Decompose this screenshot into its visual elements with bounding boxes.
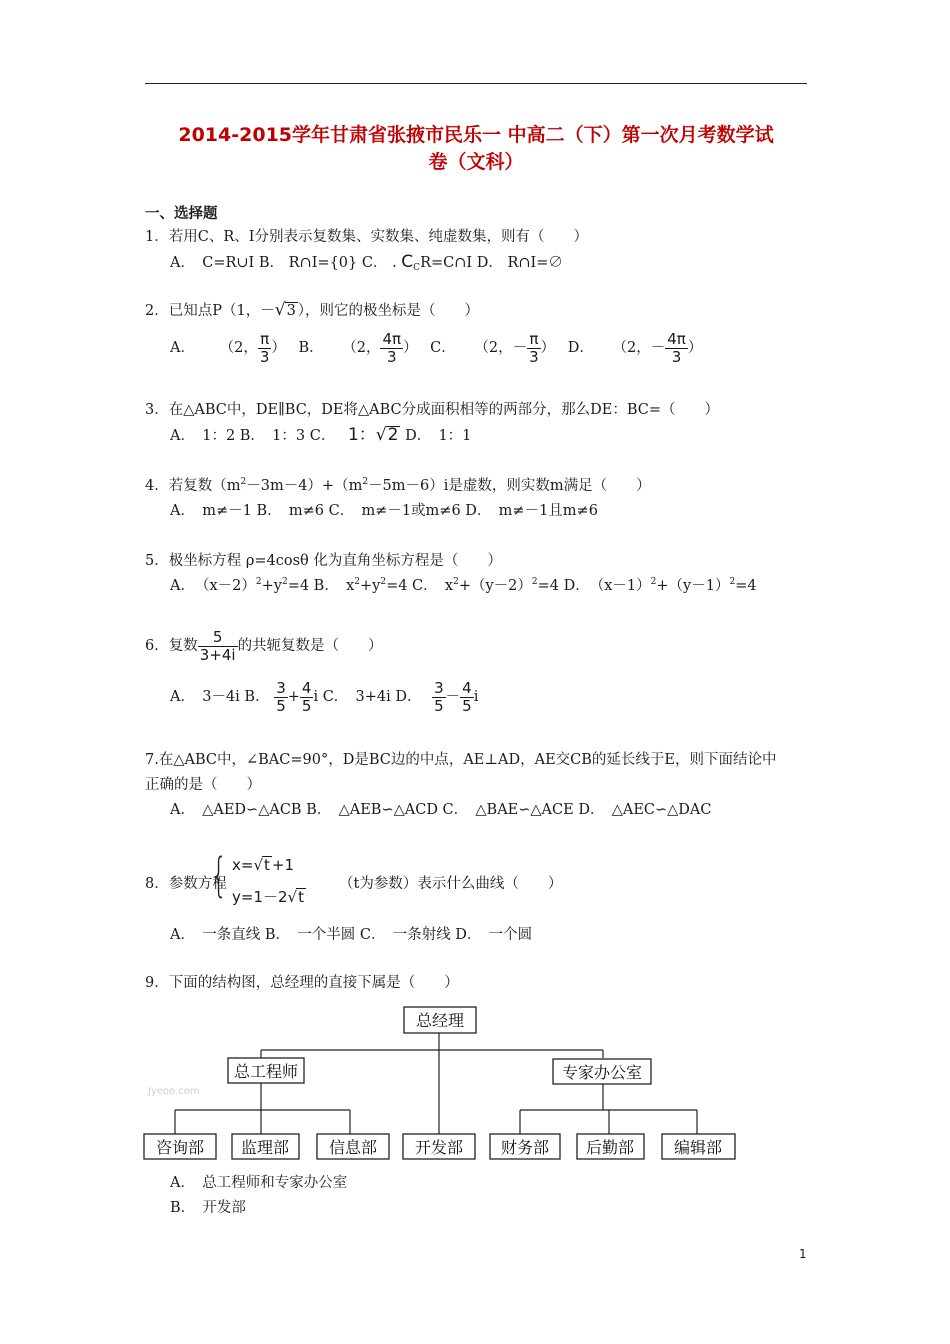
title-line-1: 2014-2015学年甘肃省张掖市民乐一 中高二（下）第一次月考数学试 bbox=[178, 124, 774, 146]
q5-stem: 5．极坐标方程 ρ=4cosθ 化为直角坐标方程是（ ） bbox=[145, 553, 502, 569]
q2-option-d-label: D． bbox=[567, 340, 594, 356]
q4-options: A． m≠－1 B． m≠6 C． m≠－1或m≠6 D． m≠－1且m≠6 bbox=[170, 503, 598, 519]
q8-stem-post: （t为参数）表示什么曲线（ ） bbox=[339, 876, 563, 892]
q2-option-b-open: （2， bbox=[342, 340, 381, 356]
q6-options: A． 3－4i B． $\frac{3}{5}$ + $\frac{4}{5}$ i C． 3+4i D． $\frac{3}{5}$ － $\frac{4}{5}$ i bbox=[170, 678, 479, 715]
q6-stem-post: 的共轭复数是（ ） bbox=[237, 638, 383, 654]
page-number: 1 bbox=[799, 1247, 807, 1261]
q7-stem-line2: 正确的是（ ） bbox=[145, 777, 261, 793]
q2-option-a-open: （2， bbox=[219, 340, 258, 356]
q3-option-c-pre: 1： bbox=[347, 425, 376, 445]
q8-options: A． 一条直线 B． 一个半圆 C． 一条射线 D． 一个圆 bbox=[170, 927, 533, 943]
q5-options: A． $(x-2)^2+y^2=4$ B． $x^2+y^2=4$ C． $x^2+(y-2)^2=4$ D． $(x-1)^2+(y-1)^2=4$ bbox=[170, 577, 757, 594]
q6-fraction: $\frac{5}{3+4i}$ bbox=[199, 627, 236, 664]
q1-option-c-sub: C bbox=[413, 263, 421, 273]
q2-stem-post: ），则它的极坐标是（ ） bbox=[297, 303, 480, 319]
org-leaf: 信息部 bbox=[328, 1138, 378, 1157]
org-node-right: 专家办公室 bbox=[561, 1063, 643, 1082]
q6-option-b-frac2: $\frac{4}{5}$ bbox=[301, 678, 312, 715]
q8-equation-1: x=√t +1 bbox=[232, 856, 295, 874]
q1-option-c-prefix: . bbox=[392, 255, 397, 271]
org-leaf: 咨询部 bbox=[155, 1138, 205, 1157]
q9-stem: 9．下面的结构图，总经理的直接下属是（ ） bbox=[145, 975, 459, 991]
q2-option-b-close: ） bbox=[403, 340, 418, 356]
q3-stem: 3．在△ABC中，DE∥BC，DE将△ABC分成面积相等的两部分，那么DE：BC=（ ） bbox=[145, 402, 720, 418]
q4-sup-1: 2 bbox=[240, 477, 247, 487]
q3-option-c-radicand: 2 bbox=[387, 425, 399, 445]
q4-stem-part-a: 4．若复数（m bbox=[145, 478, 241, 494]
org-leaf: 后勤部 bbox=[585, 1138, 635, 1157]
org-node-left: 总工程师 bbox=[233, 1062, 299, 1081]
q2-option-b-label: B． bbox=[298, 340, 324, 356]
q2-option-c-fraction: $\frac{\pi}{3}$ bbox=[529, 329, 539, 366]
q2-option-d-fraction: $\frac{4\pi}{3}$ bbox=[667, 329, 686, 366]
q2-option-a-label: A． bbox=[170, 340, 195, 356]
q9-option-b: B． 开发部 bbox=[170, 1200, 246, 1216]
title-line-2: 卷（文科） bbox=[428, 151, 524, 173]
q7-stem-line1: 7.在△ABC中，∠BAC=90°，D是BC边的中点，AE⊥AD，AE交CB的延长线于E，则下面结论中 bbox=[145, 752, 777, 768]
org-leaf: 编辑部 bbox=[673, 1138, 723, 1157]
q9-option-a: A． 总工程师和专家办公室 bbox=[170, 1175, 348, 1191]
q2-option-d-open: （2，－ bbox=[612, 340, 666, 356]
q2-option-a-close: ） bbox=[271, 340, 286, 356]
q2-stem-radicand: 3 bbox=[286, 303, 296, 319]
q6-option-d-frac2: $\frac{4}{5}$ bbox=[462, 678, 472, 715]
org-node-root: 总经理 bbox=[415, 1011, 465, 1030]
q2-option-c-close: ） bbox=[540, 340, 556, 356]
q2-option-d-close: ） bbox=[687, 340, 703, 356]
q1-option-c: R=C∩I D． bbox=[420, 255, 503, 271]
q2-option-a-fraction: $\frac{\pi}{3}$ bbox=[259, 329, 270, 366]
q2-sqrt-sign: √ bbox=[274, 300, 286, 320]
q3-option-ab: A． 1：2 B． 1：3 C． bbox=[170, 428, 336, 444]
q8-stem-pre: 8．参数方程 bbox=[145, 876, 227, 892]
q1-option-a: A． C=R∪I B． bbox=[170, 255, 285, 271]
q2-option-b-fraction: $\frac{4\pi}{3}$ bbox=[382, 329, 402, 366]
section-heading: 一、选择题 bbox=[145, 206, 218, 222]
q3-sqrt-sign: √ bbox=[375, 425, 387, 445]
q1-option-b: R∩I={0} C． bbox=[288, 255, 388, 271]
q7-options: A． △AED∽△ACB B． △AEB∽△ACD C． △BAE∽△ACE D． △AEC∽△DAC bbox=[170, 802, 712, 818]
q6-stem-pre: 6．复数 bbox=[145, 638, 198, 654]
q8-equation-2: y=1－2√t bbox=[232, 888, 304, 906]
org-leaf: 监理部 bbox=[240, 1138, 290, 1157]
org-leaf: 开发部 bbox=[414, 1138, 464, 1157]
q1-option-d: R∩I=∅ bbox=[507, 255, 563, 271]
q4-stem-part-c: －5m－6）i是虚数，则实数m满足（ ） bbox=[368, 478, 651, 494]
q4-stem-part-b: －3m－4）+（m bbox=[246, 478, 363, 494]
q6-option-ab: A． 3－4i B． bbox=[170, 689, 270, 705]
q2-stem-pre: 2．已知点P（1，－ bbox=[145, 303, 275, 319]
watermark: Jyeoo.com bbox=[148, 1086, 200, 1097]
org-leaf: 财务部 bbox=[500, 1138, 550, 1157]
q4-sup-2: 2 bbox=[362, 477, 369, 487]
q1-stem: 1．若用C、R、I分别表示复数集、实数集、纯虚数集，则有（ ） bbox=[145, 229, 588, 245]
q3-option-d: D． 1：1 bbox=[405, 428, 472, 444]
q2-option-c-open: （2，－ bbox=[474, 340, 528, 356]
q6-option-b-frac1: $\frac{3}{5}$ bbox=[276, 678, 286, 715]
q6-option-cd: C． 3+4i D． bbox=[322, 689, 422, 705]
q2-option-c-label: C． bbox=[430, 340, 456, 356]
q6-option-d-frac1: $\frac{3}{5}$ bbox=[434, 678, 444, 715]
q8-brace: { bbox=[210, 848, 228, 902]
q1-option-c-symbol: C bbox=[401, 252, 414, 272]
